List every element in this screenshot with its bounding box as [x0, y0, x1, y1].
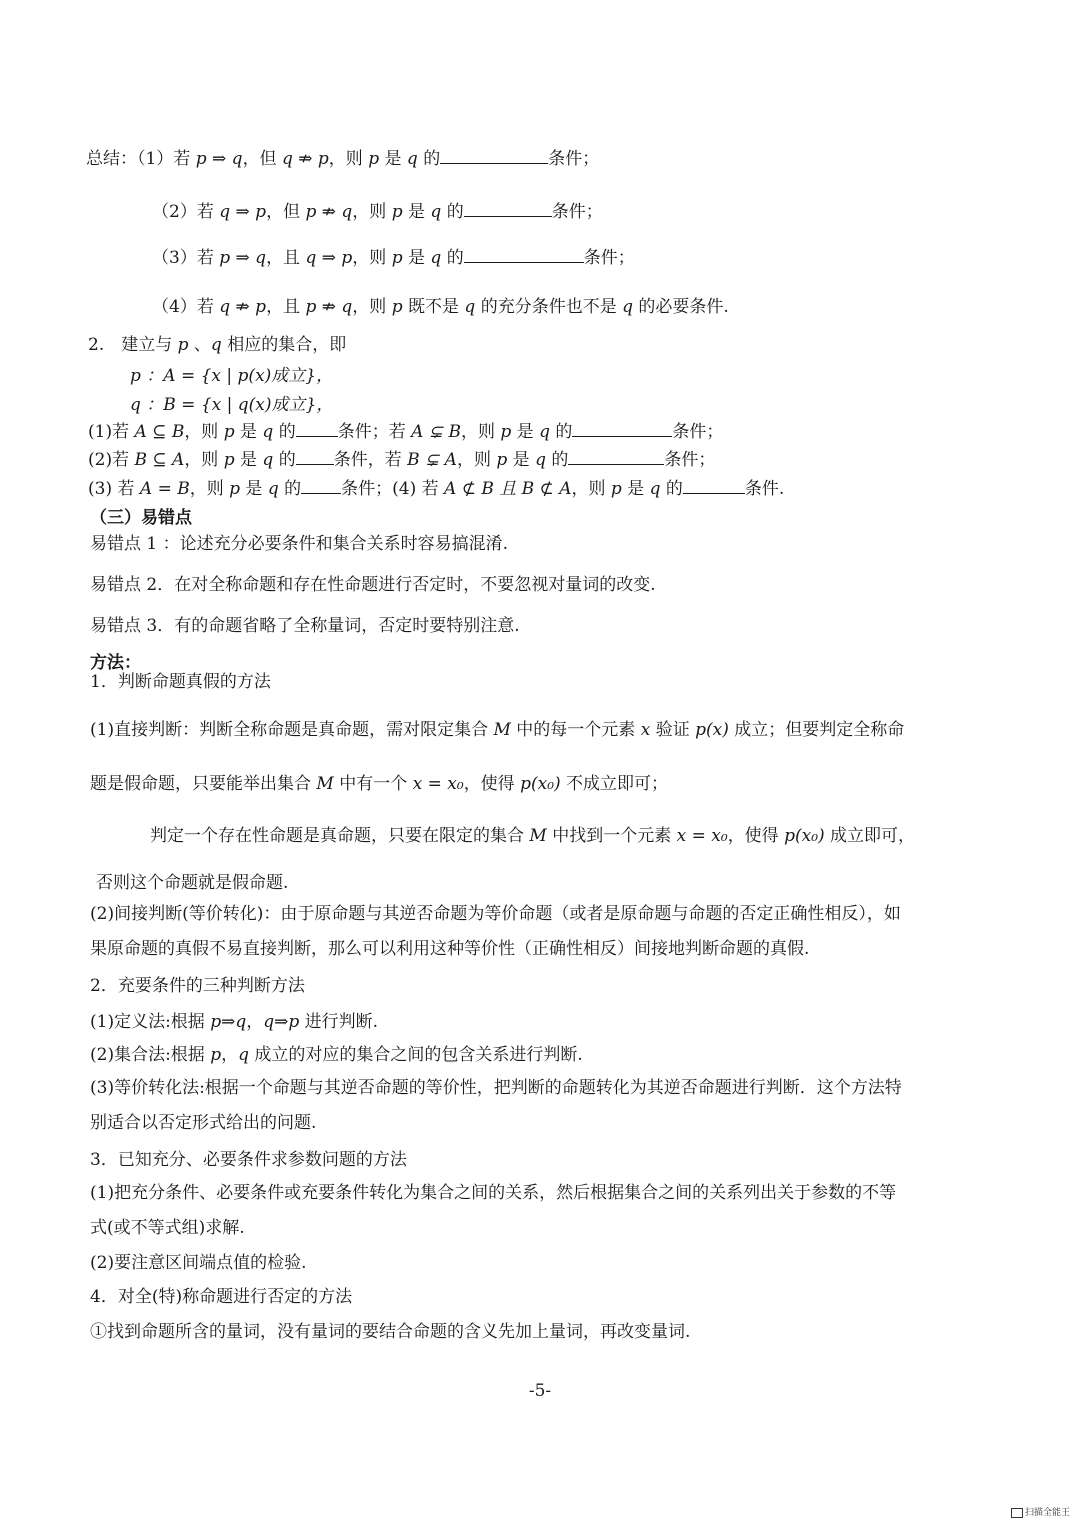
answer-blank[interactable]: [440, 147, 548, 164]
method-1-direct-line-1: (1)直接判断：判断全称命题是真命题，需对限定集合 M 中的每一个元素 x 验证 p(x) 成立；但要判定全称命: [90, 720, 905, 740]
method-2-equivalence-line-1: (3)等价转化法:根据一个命题与其逆否命题的等价性，把判断的命题转化为其逆否命题进行判断．这个方法特: [90, 1078, 902, 1098]
sets-intro: 2. 建立与 p 、q 相应的集合，即: [88, 335, 347, 355]
method-3-title: 3．已知充分、必要条件求参数问题的方法: [90, 1150, 407, 1170]
p-set-definition: p ：A = {x | p(x)成立}，: [130, 366, 334, 386]
method-1-indirect-line-2: 果原命题的真假不易直接判断，那么可以利用这种等价性（正确性相反）间接地判断命题的真假.: [90, 939, 810, 959]
method-1-title: 1．判断命题真假的方法: [90, 672, 271, 692]
method-2-sets: (2)集合法:根据 p，q 成立的对应的集合之间的包含关系进行判断.: [90, 1045, 583, 1065]
sets-rule-2: (2)若 B ⊆ A，则 p 是 q 的 条件，若 B ⊊ A，则 p 是 q 的 条件；: [88, 450, 716, 470]
method-4-title: 4．对全(特)称命题进行否定的方法: [90, 1287, 353, 1307]
error-point-2: 易错点 2．在对全称命题和存在性命题进行否定时，不要忽视对量词的改变.: [90, 575, 656, 595]
answer-blank[interactable]: [464, 200, 552, 217]
answer-blank[interactable]: [572, 420, 672, 437]
scanner-watermark: 扫描全能王: [1011, 1505, 1070, 1518]
sets-rule-1: (1)若 A ⊆ B，则 p 是 q 的 条件；若 A ⊊ B，则 p 是 q 的 条件；: [88, 422, 724, 442]
method-1-direct-line-3: 判定一个存在性命题是真命题，只要在限定的集合 M 中找到一个元素 x = x₀，使得 p(x₀) 成立即可，: [150, 826, 916, 846]
answer-blank[interactable]: [296, 420, 338, 437]
answer-blank[interactable]: [296, 448, 334, 465]
error-point-1: 易错点 1 ：论述充分必要条件和集合关系时容易搞混淆.: [90, 534, 509, 554]
scanner-logo-icon: [1011, 1508, 1023, 1518]
method-1-direct-line-2: 题是假命题，只要能举出集合 M 中有一个 x = x₀，使得 p(x₀) 不成立即可；: [90, 774, 669, 794]
summary-line-3: （3）若 p ⇒ q，且 q ⇒ p，则 p 是 q 的 条件；: [152, 248, 635, 268]
q-set-definition: q ：B = {x | q(x)成立}，: [130, 395, 334, 415]
page-number: -5-: [528, 1381, 552, 1401]
method-2-equivalence-line-2: 别适合以否定形式给出的问题.: [90, 1113, 317, 1133]
answer-blank[interactable]: [568, 448, 664, 465]
answer-blank[interactable]: [683, 477, 745, 494]
method-2-title: 2．充要条件的三种判断方法: [90, 976, 305, 996]
sets-rule-3: (3) 若 A = B，则 p 是 q 的 条件；(4) 若 A ⊄ B 且 B ⊄ A，则 p 是 q 的 条件.: [88, 479, 785, 499]
summary-line-4: （4）若 q ⇏ p，且 p ⇏ q，则 p 既不是 q 的充分条件也不是 q 的必要条件.: [152, 297, 729, 317]
answer-blank[interactable]: [464, 246, 584, 263]
method-2-definition: (1)定义法:根据 p⇒q，q⇒p 进行判断.: [90, 1012, 379, 1032]
method-3-point-1-line-2: 式(或不等式组)求解.: [90, 1218, 245, 1238]
method-3-point-1-line-1: (1)把充分条件、必要条件或充要条件转化为集合之间的关系，然后根据集合之间的关系列出关于参数的不等: [90, 1183, 897, 1203]
summary-line-2: （2）若 q ⇒ p，但 p ⇏ q，则 p 是 q 的 条件；: [152, 202, 603, 222]
method-1-indirect-line-1: (2)间接判断(等价转化)：由于原命题与其逆否命题为等价命题（或者是原命题与命题的否定正确性相反），如: [90, 904, 901, 924]
answer-blank[interactable]: [301, 477, 341, 494]
method-4-point-1: ①找到命题所含的量词，没有量词的要结合命题的含义先加上量词，再改变量词.: [90, 1322, 691, 1342]
error-point-3: 易错点 3．有的命题省略了全称量词，否定时要特别注意.: [90, 616, 520, 636]
summary-line-1: 总结：（1）若 p ⇒ q，但 q ⇏ p，则 p 是 q 的 条件；: [86, 149, 600, 169]
method-1-direct-line-4: 否则这个命题就是假命题.: [96, 873, 289, 893]
method-3-point-2: (2)要注意区间端点值的检验.: [90, 1253, 307, 1273]
methods-heading: 方法：: [90, 653, 141, 673]
errors-heading: （三）易错点: [90, 508, 192, 528]
